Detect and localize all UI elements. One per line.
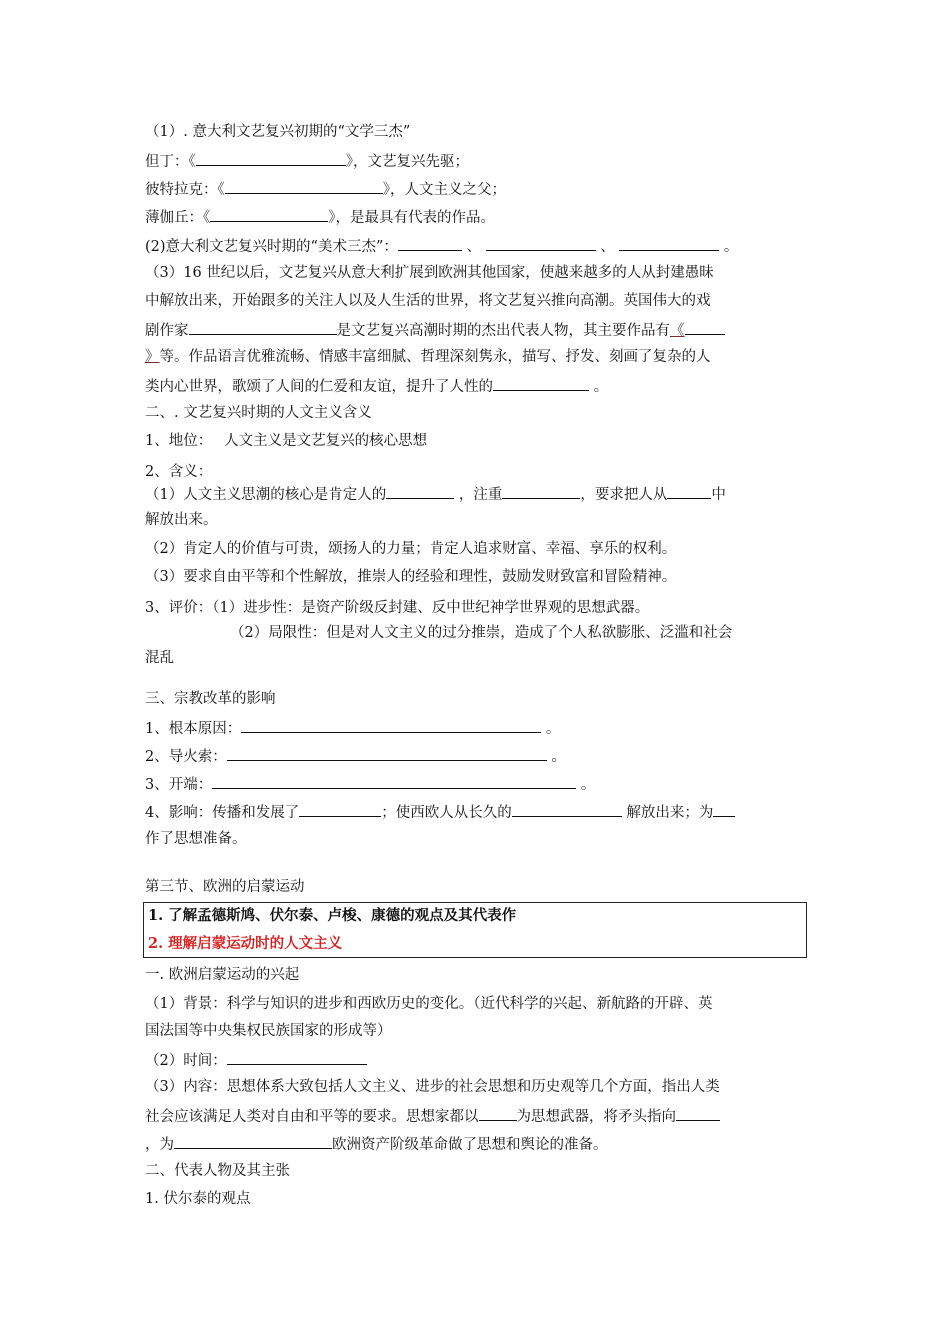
meaning-item-2: （2）肯定人的价值与可贵，颂扬人的力量；肯定人追求财富、幸福、享乐的权利。 xyxy=(145,541,677,557)
blank[interactable] xyxy=(241,717,541,733)
enlightenment-content: （3）内容：思想体系大致包括人文主义、进步的社会思想和历史观等几个方面，指出人类 xyxy=(145,1079,720,1095)
enlightenment-content: ，为 欧洲资产阶级革命做了思想和舆论的准备。 xyxy=(145,1133,608,1155)
blank[interactable] xyxy=(225,178,383,194)
enlightenment-background-cont: 国法国等中央集权民族国家的形成等） xyxy=(145,1023,392,1039)
chapter-heading: 第三节、欧洲的启蒙运动 xyxy=(145,879,305,895)
blank[interactable] xyxy=(479,1105,517,1121)
blank[interactable] xyxy=(502,483,580,499)
meaning-item-1: （1）人文主义思潮的核心是肯定人的 ，注重 ，要求把人从 中 xyxy=(145,483,726,505)
blank[interactable] xyxy=(685,319,725,335)
dante-line: 但丁：《 》，文艺复兴先驱； xyxy=(145,150,469,172)
reform-start: 3、开端： 。 xyxy=(145,773,595,795)
paragraph-line: 剧作家 是文艺复兴高潮时期的杰出代表人物，其主要作品有《 xyxy=(145,319,725,341)
position-line: 1、地位： 人文主义是文艺复兴的核心思想 xyxy=(145,433,428,449)
paragraph-line: 类内心世界，歌颂了人间的仁爱和友谊，提升了人性的 。 xyxy=(145,375,608,397)
enlightenment-content: 社会应该满足人类对自由和平等的要求。思想家都以 为思想武器，将矛头指向 xyxy=(145,1105,720,1127)
blank[interactable] xyxy=(227,745,547,761)
blank[interactable] xyxy=(174,1133,332,1149)
art-masters-line: (2)意大利文艺复兴时期的“美术三杰”： 、 、 。 xyxy=(145,235,738,257)
blank[interactable] xyxy=(619,235,719,251)
blank[interactable] xyxy=(667,483,711,499)
section-heading: 二、代表人物及其主张 xyxy=(145,1163,290,1179)
section-heading: 二、. 文艺复兴时期的人文主义含义 xyxy=(145,405,372,421)
blank[interactable] xyxy=(227,1049,367,1065)
blank[interactable] xyxy=(713,801,735,817)
section-heading: 三、宗教改革的影响 xyxy=(145,691,276,707)
blank[interactable] xyxy=(512,801,622,817)
blank[interactable] xyxy=(196,150,346,166)
evaluation-line-1: 3、评价：（1）进步性：是资产阶级反封建、反中世纪神学世界观的思想武器。 xyxy=(145,600,650,616)
reform-root-cause: 1、根本原因： 。 xyxy=(145,717,560,739)
section-heading: 一. 欧洲启蒙运动的兴起 xyxy=(145,967,300,983)
blank[interactable] xyxy=(493,375,589,391)
reform-trigger: 2、导火索： 。 xyxy=(145,745,566,767)
paragraph-line: 中解放出来，开始跟多的关注人以及人生活的世界，将文艺复兴推向高潮。英国伟大的戏 xyxy=(145,293,711,309)
meaning-label: 2、含义： xyxy=(145,464,213,480)
petrarch-line: 彼特拉克：《 》，人文主义之父； xyxy=(145,178,506,200)
evaluation-line-2: （2）局限性：但是对人文主义的过分推崇，造成了个人私欲膨胀、泛滥和社会 xyxy=(230,625,733,641)
learning-goal-1: 1. 了解孟德斯鸠、伏尔泰、卢梭、康德的观点及其代表作 xyxy=(148,907,517,924)
reform-impact: 4、影响：传播和发展了 ；使西欧人从长久的 解放出来；为 xyxy=(145,801,735,823)
blank[interactable] xyxy=(299,801,381,817)
blank[interactable] xyxy=(386,483,454,499)
blank[interactable] xyxy=(210,206,328,222)
learning-goal-2: 2. 理解启蒙运动时的人文主义 xyxy=(148,935,343,952)
blank[interactable] xyxy=(676,1105,720,1121)
paragraph-line: （3）16 世纪以后，文艺复兴从意大利扩展到欧洲其他国家，使越来越多的人从封建愚昧 xyxy=(145,265,714,281)
evaluation-line-3: 混乱 xyxy=(145,650,174,666)
reform-impact-cont: 作了思想准备。 xyxy=(145,831,247,847)
blank[interactable] xyxy=(212,773,576,789)
enlightenment-background: （1）背景：科学与知识的进步和西欧历史的变化。（近代科学的兴起、新航路的开辟、英 xyxy=(145,996,713,1012)
meaning-item-1-cont: 解放出来。 xyxy=(145,512,218,528)
blank[interactable] xyxy=(486,235,596,251)
boccaccio-line: 薄伽丘：《 》，是最具有代表的作品。 xyxy=(145,206,495,228)
blank[interactable] xyxy=(189,319,337,335)
section-renaissance-literature-title: （1）. 意大利文艺复兴初期的“文学三杰” xyxy=(145,124,411,140)
enlightenment-time: （2）时间： xyxy=(145,1049,367,1071)
blank[interactable] xyxy=(398,235,462,251)
voltaire-heading: 1. 伏尔泰的观点 xyxy=(145,1191,251,1207)
meaning-item-3: （3）要求自由平等和个性解放，推崇人的经验和理性，鼓励发财致富和冒险精神。 xyxy=(145,569,677,585)
paragraph-line: 》等。作品语言优雅流畅、情感丰富细腻、哲理深刻隽永，描写、抒发、刻画了复杂的人 xyxy=(145,349,711,365)
